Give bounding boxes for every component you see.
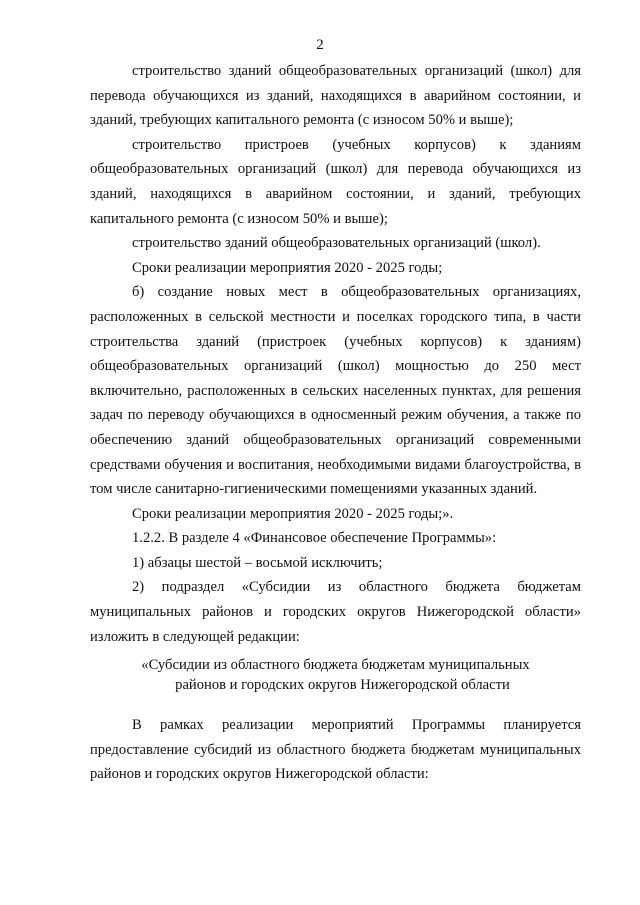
paragraph-new-places: б) создание новых мест в общеобразовательных организациях, расположенных в сельской местности и поселках городского типа, в части строительства зданий (пристроек (учебных корпусов) к зданиям) общеобразовательных организаций (школ) мощностью до 250 мест включительно, расположенных в сельских населенных пунктах, для решения задач по переводу обучающихся в односменный режим обучения, а также по обеспечению зданий общеобразовательных организаций современными средствами обучения и воспитания, необходимыми видами благоустройства, в том числе санитарно-гигиеническими помещениями указанных зданий.	[90, 284, 581, 498]
page-number: 2	[316, 37, 324, 53]
paragraph-construction-schools: строительство зданий общеобразовательных организаций (школ) для перевода обучающихся из зданий, находящихся в аварийном состоянии, и зданий, требующих капитального ремонта (с износом 50% и выше);	[90, 63, 581, 129]
paragraph-timeline-1: Сроки реализации мероприятия 2020 - 2025 годы;	[132, 259, 443, 276]
subsection-heading	[90, 655, 581, 695]
paragraph-item-2: 2) подраздел «Субсидии из областного бюджета бюджетам муниципальных районов и городских округов Нижегородской области» изложить в следующей редакции:	[90, 579, 581, 645]
subsection-heading-line-2: районов и городских округов Нижегородской области	[175, 677, 510, 694]
paragraph-construction-buildings: строительство зданий общеобразовательных организаций (школ).	[132, 235, 541, 252]
paragraph-item-1: 1) абзацы шестой – восьмой исключить;	[132, 554, 383, 571]
subsection-heading-line-1: «Субсидии из областного бюджета бюджетам муниципальных	[141, 657, 530, 674]
paragraph-section-4: 1.2.2. В разделе 4 «Финансовое обеспечение Программы»:	[132, 530, 497, 547]
document-body	[90, 59, 581, 787]
paragraph-subsidies: В рамках реализации мероприятий Программы планируется предоставление субсидий из областного бюджета бюджетам муниципальных районов и городских округов Нижегородской области:	[90, 717, 581, 783]
paragraph-construction-extensions: строительство пристроев (учебных корпусов) к зданиям общеобразовательных организаций (школ) для перевода обучающихся из зданий, находящихся в аварийном состоянии, и зданий, требующих капитального ремонта (с износом 50% и выше);	[90, 136, 581, 227]
paragraph-timeline-2: Сроки реализации мероприятия 2020 - 2025 годы;».	[132, 505, 454, 522]
